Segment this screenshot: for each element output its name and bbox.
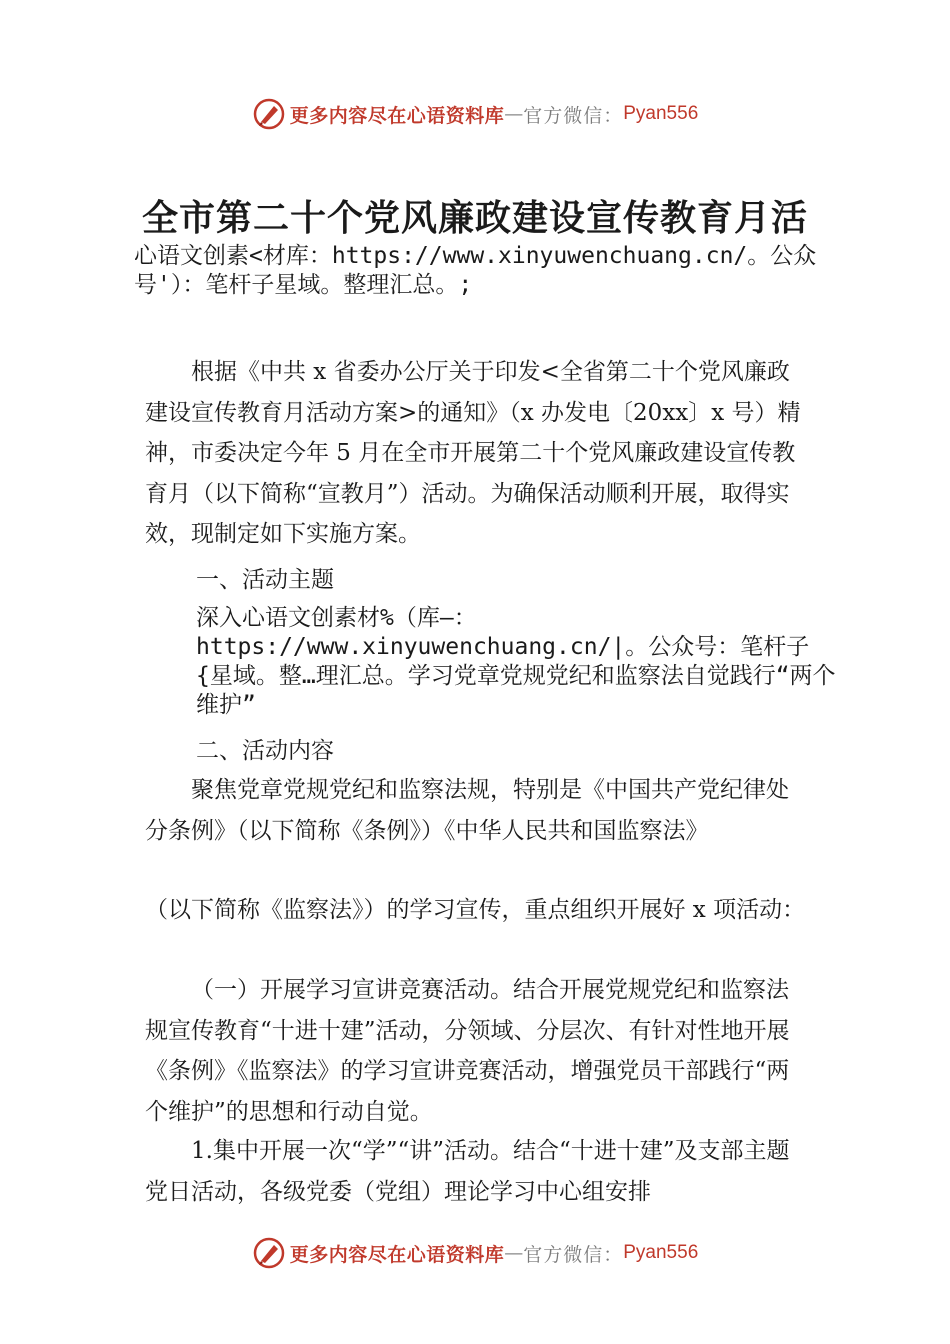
wechat-id: Pyan556 bbox=[623, 103, 699, 124]
section1-heading: 一、活动主题 bbox=[196, 567, 334, 593]
source-note: 心语文创素<材库：https://www.xinyuwenchuang.cn/。公众号'）：笔杆子星域。整理汇总。; bbox=[134, 243, 817, 298]
section1-text: 深入心语文创素材%（库—：https://www.xinyuwenchuang.cn/|。公众号：笔杆子{星域。整…理汇总。学习党章党规党纪和监察法自觉践行“两个维护” bbox=[196, 605, 836, 718]
wechat-label: 官方微信： bbox=[523, 1243, 624, 1266]
wechat-label: 官方微信： bbox=[523, 104, 624, 127]
section2-heading: 二、活动内容 bbox=[196, 738, 334, 764]
item1-1-paragraph: 1.集中开展一次“学”“讲”活动。结合“十进十建”及支部主题党日活动，各级党委（党组）理论学习中心组安排 bbox=[145, 1138, 790, 1205]
footer-banner bbox=[0, 1233, 950, 1273]
document-title: 全市第二十个党风廉政建设宣传教育月活 bbox=[141, 197, 808, 239]
section2-text-b: （以下简称《监察法》）的学习宣传，重点组织开展好 x 项活动： bbox=[145, 897, 806, 923]
pen-logo-icon bbox=[252, 1236, 286, 1270]
banner-dash: — bbox=[504, 103, 524, 125]
header-banner bbox=[0, 94, 950, 134]
brand-text: 更多内容尽在心语资料库 bbox=[289, 1243, 505, 1266]
section2-text-a: 聚焦党章党规党纪和监察法规，特别是《中国共产党纪律处分条例》（以下简称《条例》）《中华人民共和国监察法》 bbox=[145, 777, 789, 844]
banner-dash: — bbox=[504, 1242, 524, 1264]
brand-text: 更多内容尽在心语资料库 bbox=[289, 104, 505, 127]
item1-paragraph: （一）开展学习宣讲竞赛活动。结合开展党规党纪和监察法规宣传教育“十进十建”活动，分领域、分层次、有针对性地开展《条例》《监察法》的学习宣讲竞赛活动，增强党员干部践行“两个维护”的思想和行动自觉。 bbox=[145, 977, 790, 1125]
intro-paragraph: 根据《中共 x 省委办公厅关于印发<全省第二十个党风廉政建设宣传教育月活动方案>的通知》（x 办发电〔20xx〕x 号）精神，市委决定今年 5 月在全市开展第二十个党风廉政建设宣传教育月（以下简称“宣教月”）活动。为确保活动顺利开展，取得实效，现制定如下实施方案。 bbox=[145, 359, 801, 547]
wechat-id: Pyan556 bbox=[623, 1242, 699, 1263]
pen-logo-icon bbox=[252, 97, 286, 131]
